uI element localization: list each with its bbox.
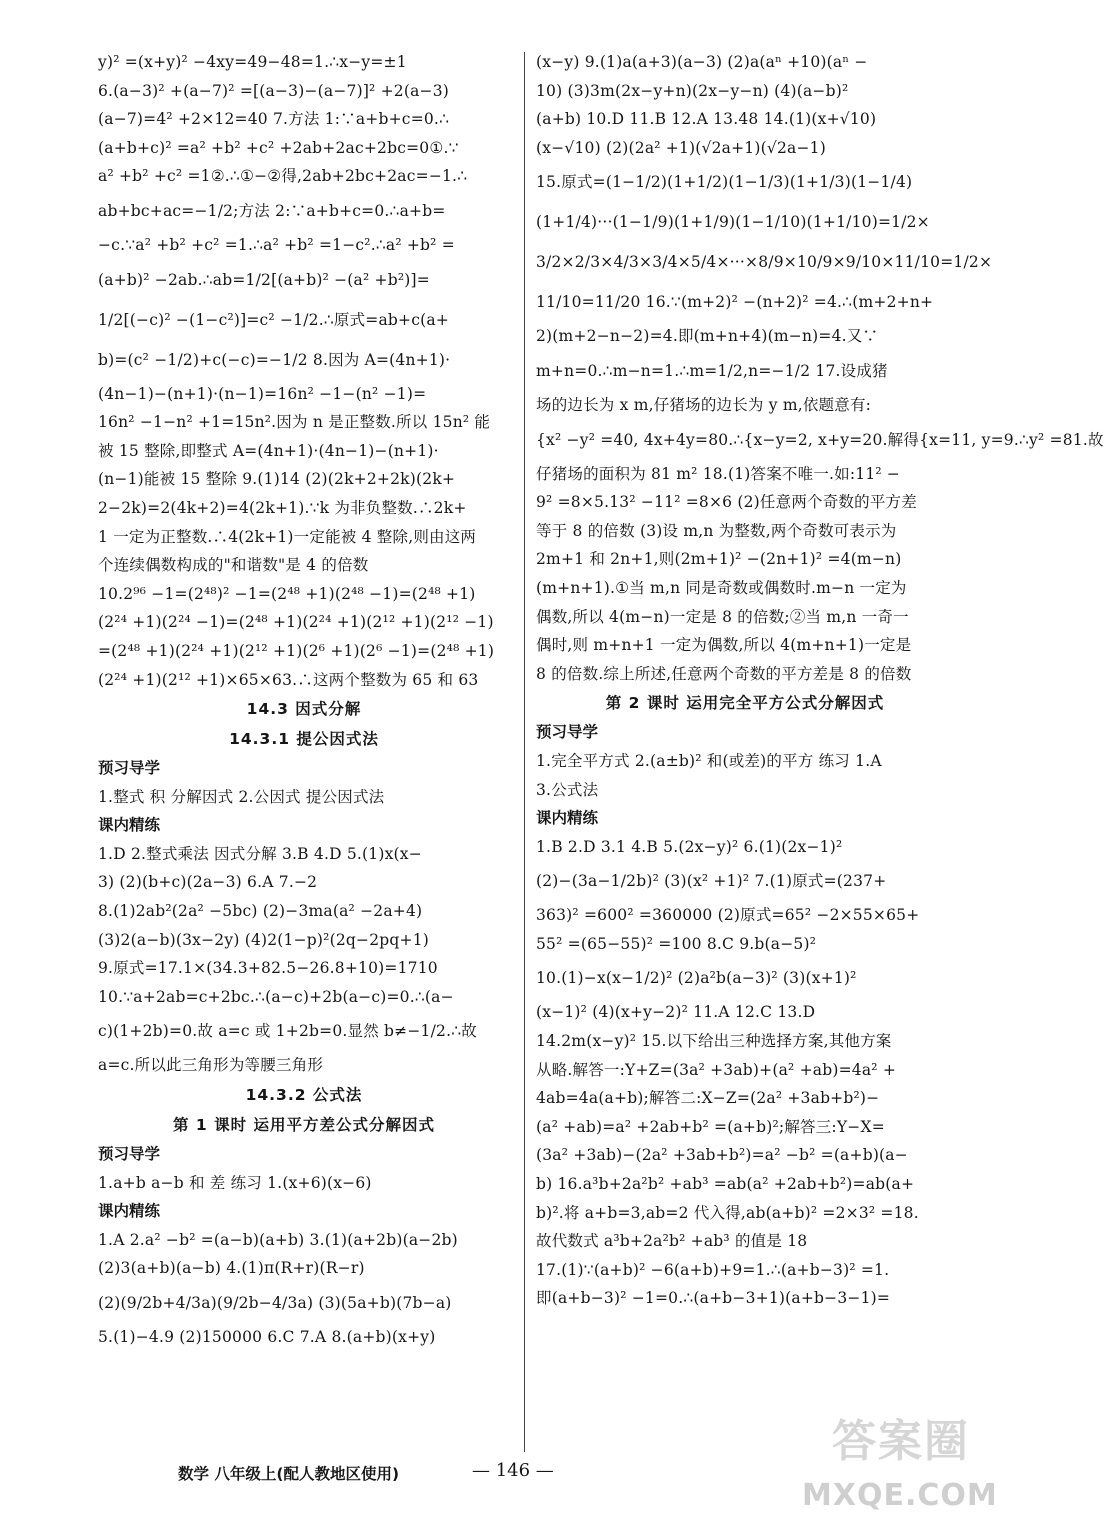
watermark-logo: 答案圈 bbox=[832, 1416, 970, 1467]
watermark bbox=[802, 1406, 998, 1513]
lesson-1-title: 第 1 课时 运用平方差公式分解因式 bbox=[173, 1116, 435, 1135]
left-column bbox=[98, 48, 510, 1352]
text-line: (x−√10) (2)(2a² +1)(√2a+1)(√2a−1) bbox=[536, 138, 826, 157]
text-line: 3.公式法 bbox=[536, 780, 599, 799]
text-line: 8 的倍数.综上所述,任意两个奇数的平方差是 8 的倍数 bbox=[536, 664, 912, 683]
answers-block-lesson-1 bbox=[98, 1226, 510, 1352]
text-line: 2m+1 和 2n+1,则(2m+1)² −(2n+1)² =4(m−n) bbox=[536, 550, 902, 569]
text-line: 11/10=11/20 16.∵(m+2)² −(n+2)² =4.∴(m+2+n+ bbox=[536, 293, 934, 312]
section-title-14-3: 14.3 因式分解 bbox=[246, 700, 362, 719]
text-line: (x−1)² (4)(x+y−2)² 11.A 12.C 13.D bbox=[536, 1003, 816, 1022]
text-line: 9² =8×5.13² −11² =8×6 (2)任意两个奇数的平方差 bbox=[536, 493, 917, 512]
text-line: 1/2[(−c)² −(1−c²)]=c² −1/2.∴原式=ab+c(a+ bbox=[98, 310, 449, 329]
text-line: 1 一定为正整数.∴4(2k+1)一定能被 4 整除,则由这两 bbox=[98, 527, 477, 546]
text-line: 17.(1)∵(a+b)² −6(a+b)+9=1.∴(a+b−3)² =1. bbox=[536, 1260, 890, 1279]
preview-heading: 预习导学 bbox=[98, 1145, 161, 1164]
text-line: b)².将 a+b=3,ab=2 代入得,ab(a+b)² =2×3² =18. bbox=[536, 1203, 919, 1222]
text-line: y)² =(x+y)² −4xy=49−48=1.∴x−y=±1 bbox=[98, 53, 407, 71]
section-title-14-3-1: 14.3.1 提公因式法 bbox=[229, 730, 379, 749]
watermark-url: MXQE.COM bbox=[802, 1478, 998, 1513]
text-line: 偶数,所以 4(m−n)一定是 8 的倍数;②当 m,n 一奇一 bbox=[536, 607, 909, 626]
text-line: 3/2×2/3×4/3×3/4×5/4×···×8/9×10/9×9/10×11/10=1/2× bbox=[536, 253, 993, 272]
text-line: 363)² =600² =360000 (2)原式=65² −2×55×65+ bbox=[536, 906, 920, 925]
text-line: 15.原式=(1−1/2)(1+1/2)(1−1/3)(1+1/3)(1−1/4) bbox=[536, 173, 913, 192]
text-line: 9.原式=17.1×(34.3+82.5−26.8+10)=1710 bbox=[98, 959, 438, 978]
text-line: (3)2(a−b)(3x−2y) (4)2(1−p)²(2q−2pq+1) bbox=[98, 930, 430, 949]
text-line: c)(1+2b)=0.故 a=c 或 1+2b=0.显然 b≠−1/2.∴故 bbox=[98, 1022, 477, 1041]
section-title-14-3-2: 14.3.2 公式法 bbox=[245, 1086, 363, 1105]
right-column bbox=[536, 48, 1104, 1313]
text-line: 14.2m(x−y)² 15.以下给出三种选择方案,其他方案 bbox=[536, 1032, 892, 1051]
text-line: b)=(c² −1/2)+c(−c)=−1/2 8.因为 A=(4n+1)· bbox=[98, 350, 451, 369]
text-line: 2)(m+2−n−2)=4.即(m+n+4)(m−n)=4.又∵ bbox=[536, 327, 879, 346]
text-line: 1.a+b a−b 和 差 练习 1.(x+6)(x−6) bbox=[98, 1173, 372, 1192]
text-line: (a+b) 10.D 11.B 12.A 13.48 14.(1)(x+√10) bbox=[536, 110, 877, 129]
class-practice-heading: 课内精练 bbox=[98, 816, 161, 835]
text-line: 4ab=4a(a+b);解答二:X−Z=(2a² +3ab+b²)− bbox=[536, 1089, 880, 1108]
text-line: 1.A 2.a² −b² =(a−b)(a+b) 3.(1)(a+2b)(a−2b) bbox=[98, 1230, 458, 1249]
preview-heading: 预习导学 bbox=[536, 723, 599, 742]
text-line: (x−y) 9.(1)a(a+3)(a−3) (2)a(aⁿ +10)(aⁿ − bbox=[536, 53, 868, 71]
text-line: a=c.所以此三角形为等腰三角形 bbox=[98, 1056, 324, 1075]
text-line: (a+b)² −2ab.∴ab=1/2[(a+b)² −(a² +b²)]= bbox=[98, 270, 430, 289]
answers-block-lesson-2 bbox=[536, 833, 954, 1313]
text-line: (2)−(3a−1/2b)² (3)(x² +1)² 7.(1)原式=(237+ bbox=[536, 872, 887, 891]
answers-block-14-3-1 bbox=[98, 840, 510, 1080]
answers-block-continued bbox=[536, 48, 1104, 688]
text-line: (2)(9/2b+4/3a)(9/2b−4/3a) (3)(5a+b)(7b−a) bbox=[98, 1294, 452, 1312]
page-number: — 146 — bbox=[472, 1460, 554, 1481]
text-line: 从略.解答一:Y+Z=(3a² +3ab)+(a² +ab)=4a² + bbox=[536, 1060, 897, 1079]
column-divider bbox=[524, 52, 525, 1452]
text-line: (3a² +3ab)−(2a² +3ab+b²)=a² −b² =(a+b)(a− bbox=[536, 1146, 908, 1165]
text-line: (2²⁴ +1)(2¹² +1)×65×63.∴这两个整数为 65 和 63 bbox=[98, 670, 479, 689]
text-line: 5.(1)−4.9 (2)150000 6.C 7.A 8.(a+b)(x+y) bbox=[98, 1328, 436, 1346]
text-line: 16n² −1−n² +1=15n².因为 n 是正整数.所以 15n² 能 bbox=[98, 413, 491, 432]
answers-block-14-2 bbox=[98, 48, 510, 694]
text-line: 1.整式 积 分解因式 2.公因式 提公因式法 bbox=[98, 787, 385, 806]
text-line: 个连续偶数构成的"和谐数"是 4 的倍数 bbox=[98, 556, 369, 575]
text-line: 2−2k)=2(4k+2)=4(2k+1).∵k 为非负整数.∴2k+ bbox=[98, 498, 467, 517]
text-line: 6.(a−3)² +(a−7)² =[(a−3)−(a−7)]² +2(a−3) bbox=[98, 81, 450, 100]
text-line: 8.(1)2ab²(2a² −5bc) (2)−3ma(a² −2a+4) bbox=[98, 902, 423, 921]
text-line: (2²⁴ +1)(2²⁴ −1)=(2⁴⁸ +1)(2²⁴ +1)(2¹² +1)(2¹² −1) bbox=[98, 613, 494, 632]
text-line: 偶时,则 m+n+1 一定为偶数,所以 4(m+n+1)一定是 bbox=[536, 636, 912, 655]
text-line: 即(a+b−3)² −1=0.∴(a+b−3+1)(a+b−3−1)= bbox=[536, 1289, 891, 1308]
text-line: (a+b+c)² =a² +b² +c² +2ab+2ac+2bc=0①.∵ bbox=[98, 138, 459, 157]
class-practice-heading: 课内精练 bbox=[98, 1202, 161, 1221]
text-line: 10.2⁹⁶ −1=(2⁴⁸)² −1=(2⁴⁸ +1)(2⁴⁸ −1)=(2⁴⁸ +1) bbox=[98, 584, 476, 603]
preview-heading: 预习导学 bbox=[98, 759, 161, 778]
text-line: (4n−1)−(n+1)·(n−1)=16n² −1−(n² −1)= bbox=[98, 384, 427, 403]
footer-book-title: 数学 八年级上(配人教地区使用) bbox=[178, 1465, 400, 1483]
text-line: 10) (3)3m(2x−y+n)(2x−y−n) (4)(a−b)² bbox=[536, 81, 849, 100]
text-line: 故代数式 a³b+2a²b² +ab³ 的值是 18 bbox=[536, 1232, 808, 1251]
text-line: (1+1/4)···(1−1/9)(1+1/9)(1−1/10)(1+1/10)=1/2× bbox=[536, 213, 930, 232]
text-line: 等于 8 的倍数 (3)设 m,n 为整数,两个奇数可表示为 bbox=[536, 521, 897, 540]
text-line: 10.(1)−x(x−1/2)² (2)a²b(a−3)² (3)(x+1)² bbox=[536, 969, 857, 988]
text-line: 被 15 整除,即整式 A=(4n+1)·(4n−1)−(n+1)· bbox=[98, 441, 439, 460]
text-line: 3) (2)(b+c)(2a−3) 6.A 7.−2 bbox=[98, 873, 318, 892]
text-line: {x² −y² =40, 4x+4y=80.∴{x−y=2, x+y=20.解得{x=11, y=9.∴y² =81.故 bbox=[536, 430, 1104, 449]
text-line: (a−7)=4² +2×12=40 7.方法 1:∵a+b+c=0.∴ bbox=[98, 110, 450, 129]
text-line: a² +b² +c² =1②.∴①−②得,2ab+2bc+2ac=−1.∴ bbox=[98, 167, 468, 186]
text-line: b) 16.a³b+2a²b² +ab³ =ab(a² +2ab+b²)=ab(a+ bbox=[536, 1175, 915, 1194]
text-line: =(2⁴⁸ +1)(2²⁴ +1)(2¹² +1)(2⁶ +1)(2⁶ −1)=(2⁴⁸ +1) bbox=[98, 641, 495, 660]
text-line: (a² +ab)=a² +2ab+b² =(a+b)²;解答三:Y−X= bbox=[536, 1117, 885, 1136]
text-line: ab+bc+ac=−1/2;方法 2:∵a+b+c=0.∴a+b= bbox=[98, 201, 446, 220]
text-line: 1.B 2.D 3.1 4.B 5.(2x−y)² 6.(1)(2x−1)² bbox=[536, 837, 843, 856]
text-line: 仔猪场的面积为 81 m² 18.(1)答案不唯一.如:11² − bbox=[536, 464, 901, 483]
text-line: 10.∵a+2ab=c+2bc.∴(a−c)+2b(a−c)=0.∴(a− bbox=[98, 987, 454, 1006]
text-line: 55² =(65−55)² =100 8.C 9.b(a−5)² bbox=[536, 934, 817, 953]
text-line: 1.D 2.整式乘法 因式分解 3.B 4.D 5.(1)x(x− bbox=[98, 844, 422, 863]
text-line: (m+n+1).①当 m,n 同是奇数或偶数时.m−n 一定为 bbox=[536, 578, 907, 597]
class-practice-heading: 课内精练 bbox=[536, 809, 599, 828]
text-line: 场的边长为 x m,仔猪场的边长为 y m,依题意有: bbox=[536, 395, 872, 414]
lesson-2-title: 第 2 课时 运用完全平方公式分解因式 bbox=[605, 694, 885, 713]
text-line: 1.完全平方式 2.(a±b)² 和(或差)的平方 练习 1.A bbox=[536, 751, 882, 770]
text-line: (n−1)能被 15 整除 9.(1)14 (2)(2k+2+2k)(2k+ bbox=[98, 470, 456, 489]
text-line: m+n=0.∴m−n=1.∴m=1/2,n=−1/2 17.设成猪 bbox=[536, 361, 888, 380]
text-line: −c.∵a² +b² +c² =1.∴a² +b² =1−c².∴a² +b² = bbox=[98, 235, 455, 254]
text-line: (2)3(a+b)(a−b) 4.(1)π(R+r)(R−r) bbox=[98, 1259, 365, 1278]
